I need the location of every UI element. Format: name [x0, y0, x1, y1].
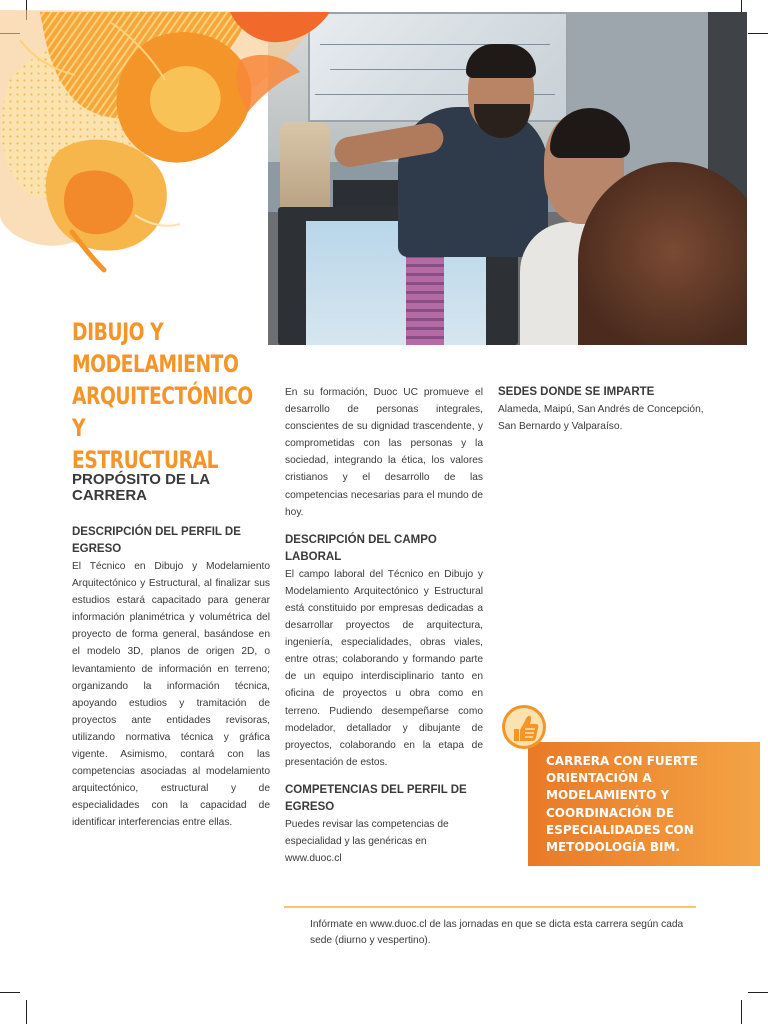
campuses-body: Alameda, Maipú, San Andrés de Concepción, San Bernardo y Valparaíso.	[498, 404, 704, 433]
callout-text: CARRERA CON FUERTE ORIENTACIÓN A MODELAMIENTO Y COORDINACIÓN DE ESPECIALIDADES CON METODOLOGÍA BIM.	[546, 754, 698, 855]
crop-mark	[741, 1000, 742, 1024]
column-formation	[285, 384, 483, 867]
thumbs-up-icon	[501, 703, 547, 761]
crop-mark	[748, 992, 768, 993]
column-campuses	[498, 384, 712, 435]
page-title: DIBUJO Y MODELAMIENTO ARQUITECTÓNICO Y ESTRUCTURAL	[72, 318, 253, 474]
competencies-heading: COMPETENCIAS DEL PERFIL DE EGRESO	[285, 783, 467, 813]
labor-field-body: El campo laboral del Técnico en Dibujo y Modelamiento Arquitectónico y Estructural está constituido por empresas dedicadas a desarrollar proyectos de arquitectura, ingeniería, especialidades, obras viales, entre otras; colaborando y formando parte de un equipo interdisciplinario tanto en oficina de proyectos u obra como en terreno. Pudiendo desempeñarse como modelador, detallador y dibujante de proyectos, colaborando en la etapa de presentación de estos.	[285, 568, 483, 768]
profile-body: El Técnico en Dibujo y Modelamiento Arquitectónico y Estructural, al finalizar sus estudios estará capacitado para generar información planimétrica y volumétrica del proyecto de forma general, basándose en el modelo 3D, planos de origen 2D, o levantamiento de información en terreno; organizando la información técnica, apoyando estudios y tramitación de proyectos ante entidades revisoras, utilizando normativa técnica y gráfica vigente. Asimismo, contará con las competencias asociadas al modelamiento arquitectónico, estructural y de especialidades con la capacidad de identificar interferencias entre ellas.	[72, 561, 270, 829]
competencies-body: Puedes revisar las competencias de especialidad y las genéricas en www.duoc.cl	[285, 818, 449, 865]
crop-mark	[26, 1000, 27, 1024]
section-heading-purpose: PROPÓSITO DE LA CARRERA	[72, 471, 211, 504]
orange-decoration	[0, 0, 340, 290]
labor-field-heading: DESCRIPCIÓN DEL CAMPO LABORAL	[285, 533, 437, 563]
crop-mark	[0, 992, 20, 993]
footer-divider	[284, 906, 696, 908]
profile-heading: DESCRIPCIÓN DEL PERFIL DE EGRESO	[72, 526, 241, 555]
crop-mark	[748, 33, 768, 34]
footer-note: Infórmate en www.duoc.cl de las jornadas en que se dicta esta carrera según cada sede (diurno y vespertino).	[310, 919, 684, 946]
column-profile	[72, 524, 270, 832]
campuses-heading: SEDES DONDE SE IMPARTE	[498, 386, 655, 398]
formation-body: En su formación, Duoc UC promueve el desarrollo de personas integrales, conscientes de su dignidad trascendente, y comprometidas con las personas y la sociedad, integrando la ética, los valores cristianos y el desarrollo de las competencias necesarias para el mundo de hoy.	[285, 387, 483, 518]
